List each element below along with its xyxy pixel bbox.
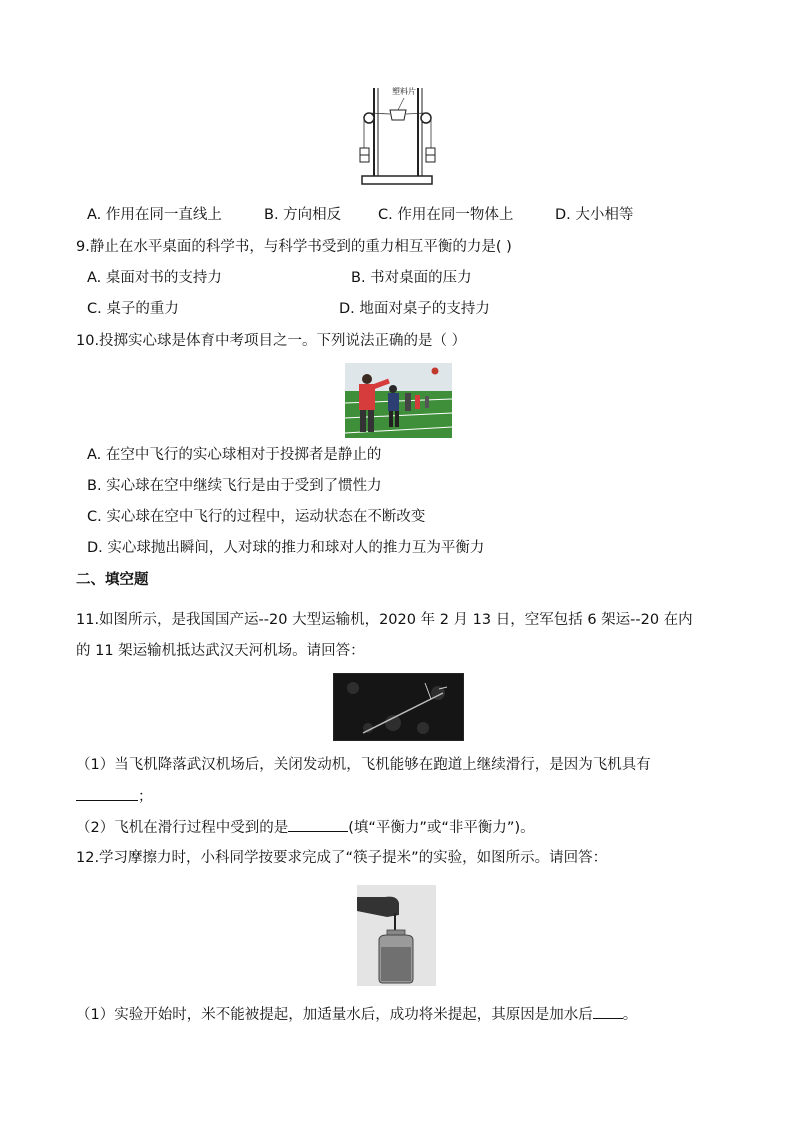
q8-option-b: B. 方向相反 bbox=[264, 207, 342, 223]
q12-sub1-end: 。 bbox=[622, 1007, 638, 1023]
q10-option-b: B. 实心球在空中继续飞行是由于受到了惯性力 bbox=[87, 478, 382, 494]
q11-stem-line2: 的 11 架运输机抵达武汉天河机场。请回答： bbox=[76, 643, 365, 659]
pulley-apparatus-figure bbox=[352, 80, 442, 192]
q9-stem: 9.静止在水平桌面的科学书，与科学书受到的重力相互平衡的力是( ) bbox=[76, 239, 512, 255]
q11-sub1-answer-row bbox=[76, 786, 153, 807]
q9-option-c: C. 桌子的重力 bbox=[87, 301, 179, 317]
shot-put-photo bbox=[345, 363, 452, 438]
section-title-fill-in: 二、填空题 bbox=[76, 572, 149, 588]
q11-sub2-blank[interactable] bbox=[288, 817, 348, 832]
q11-stem-line1: 11.如图所示，是我国国产运--20 大型运输机，2020 年 2 月 13 日，空军包括 6 架运--20 在内 bbox=[76, 612, 693, 628]
q11-sub1-text: （1）当飞机降落武汉机场后，关闭发动机，飞机能够在跑道上继续滑行，是因为飞机具有 bbox=[76, 757, 651, 773]
q8-option-a: A. 作用在同一直线上 bbox=[87, 207, 222, 223]
q8-option-d: D. 大小相等 bbox=[555, 207, 634, 223]
q11-sub2-end: (填“平衡力”或“非平衡力”)。 bbox=[348, 820, 535, 836]
chopsticks-rice-photo bbox=[357, 885, 436, 986]
q9-option-a: A. 桌面对书的支持力 bbox=[87, 270, 222, 286]
plastic-sheet-label: 塑料片 bbox=[392, 87, 416, 96]
q10-stem: 10.投掷实心球是体育中考项目之一。下列说法正确的是（ ） bbox=[76, 333, 467, 349]
q8-option-c: C. 作用在同一物体上 bbox=[378, 207, 514, 223]
q12-sub1-blank[interactable] bbox=[593, 1004, 623, 1019]
q12-sub1-text: （1）实验开始时，米不能被提起，加适量水后，成功将米提起，其原因是加水后 bbox=[76, 1007, 593, 1023]
q11-sub1-end: ； bbox=[138, 789, 153, 805]
q9-option-b: B. 书对桌面的压力 bbox=[351, 270, 472, 286]
q11-sub1-blank[interactable] bbox=[76, 786, 138, 801]
q12-stem: 12.学习摩擦力时，小科同学按要求完成了“筷子提米”的实验，如图所示。请回答： bbox=[76, 850, 608, 866]
q12-sub1-row bbox=[76, 1004, 637, 1025]
q11-sub2-text: （2）飞机在滑行过程中受到的是 bbox=[76, 820, 289, 836]
q10-option-a: A. 在空中飞行的实心球相对于投掷者是静止的 bbox=[87, 447, 382, 463]
q9-option-d: D. 地面对桌子的支持力 bbox=[339, 301, 490, 317]
transport-aircraft-photo bbox=[333, 673, 464, 741]
q10-option-d: D. 实心球抛出瞬间，人对球的推力和球对人的推力互为平衡力 bbox=[87, 540, 485, 556]
q10-option-c: C. 实心球在空中飞行的过程中，运动状态在不断改变 bbox=[87, 509, 426, 525]
q11-sub2-row bbox=[76, 817, 535, 838]
